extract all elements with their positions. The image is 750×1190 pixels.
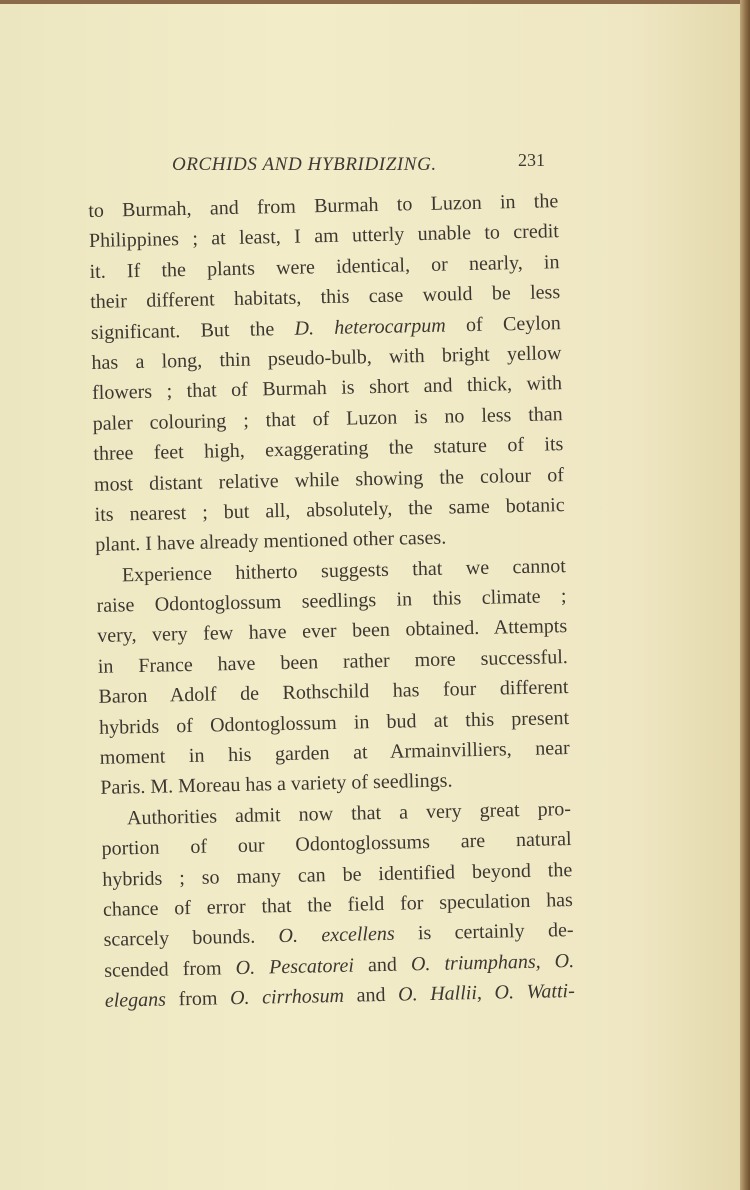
text-line: Authorities admit now that a very great pro-	[126, 797, 572, 830]
text-line: has a long, thin pseudo-bulb, with bright yellow	[91, 342, 562, 374]
book-spine-edge	[740, 0, 750, 1190]
text-line: flowers ; that of Burmah is short and thick, with	[91, 372, 563, 405]
text-line: most distant relative while showing the colour of	[93, 463, 565, 496]
text-span: from	[165, 987, 231, 1011]
text-span: significant. But the	[90, 317, 295, 344]
text-span: scended from	[103, 956, 236, 982]
text-line: Philippines ; at least, I am utterly unable to credit	[88, 220, 560, 253]
species-name: O. Pescatorei	[235, 954, 355, 979]
text-line: paler colouring ; that of Luzon is no less than	[92, 402, 563, 435]
species-name: elegans	[104, 988, 167, 1012]
species-name: O. Hallii, O. Watti-	[397, 980, 575, 1006]
text-span: scarcely bounds.	[103, 925, 279, 952]
species-name: O. triumphans, O.	[410, 949, 575, 976]
text-line: moment in his garden at Armainvilliers, near	[99, 737, 570, 769]
text-span: and	[343, 983, 399, 1007]
text-line: plant. I have already mentioned other cases.	[95, 526, 447, 557]
text-line: it. If the plants were identical, or nearly, in	[89, 250, 560, 283]
text-span: and	[353, 953, 412, 977]
species-name: O. cirrhosum	[229, 984, 345, 1010]
text-line: in France have been rather more successful.	[97, 645, 568, 678]
text-line: its nearest ; but all, absolutely, the same botanic	[94, 493, 565, 526]
page-number: 231	[518, 150, 545, 170]
page-header	[0, 150, 740, 180]
text-line: raise Odontoglossum seedlings in this climate ;	[96, 585, 567, 617]
text-line: to Burmah, and from Burmah to Luzon in the	[88, 190, 559, 222]
text-line: three feet high, exaggerating the stature of its	[93, 433, 564, 466]
text-span: is certainly de-	[394, 919, 574, 946]
text-line: Paris. M. Moreau has a variety of seedlings.	[100, 769, 453, 800]
text-line: hybrids ; so many can be identified beyond the	[102, 858, 573, 891]
text-line: Baron Adolf de Rothschild has four different	[98, 676, 569, 709]
text-line: very, very few have ever been obtained. Attempts	[96, 615, 568, 648]
species-name: O. excellens	[278, 923, 395, 948]
species-name: D. heterocarpum	[294, 314, 446, 340]
body-text	[88, 186, 575, 1016]
page-top-edge	[0, 0, 740, 4]
text-line: Experience hitherto suggests that we cannot	[121, 554, 567, 587]
text-line: their different habitats, this case would be less	[89, 281, 561, 314]
text-span: of Ceylon	[445, 311, 561, 337]
text-line: chance of error that the field for speculation has	[102, 888, 574, 921]
text-line: hybrids of Odontoglossum in bud at this present	[98, 706, 570, 739]
text-line: portion of our Odontoglossums are natural	[101, 828, 572, 861]
running-title: ORCHIDS AND HYBRIDIZING.	[172, 154, 437, 175]
